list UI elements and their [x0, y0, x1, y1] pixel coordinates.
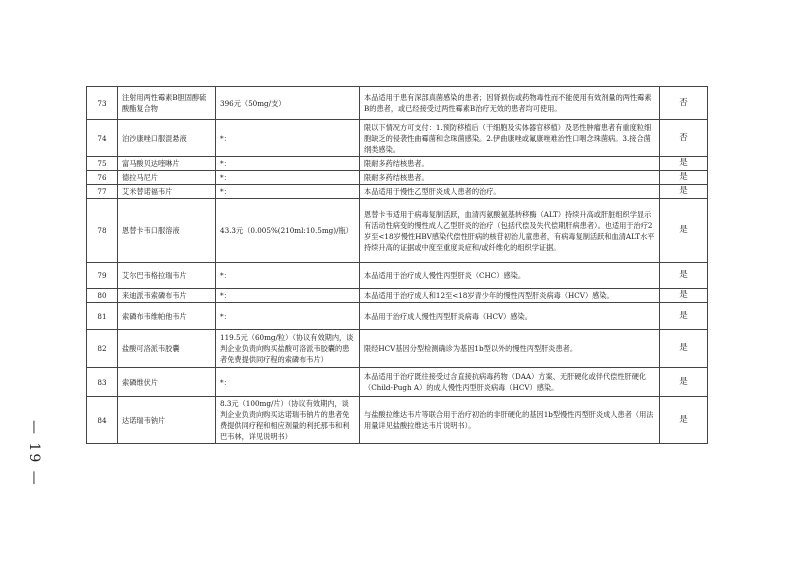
drug-indication: 本品适用于患有深部真菌感染的患者；因肾损伤或药物毒性而不能使用有效剂量的两性霉素B的患者，或已经接受过两性霉素B治疗无效的患者均可使用。 — [360, 87, 660, 120]
drug-name: 富马酸贝达喹啉片 — [118, 157, 216, 171]
drug-name: 注射用两性霉素B胆固醇硫酸酯复合物 — [118, 87, 216, 120]
drug-name: 盐酸可洛派韦胶囊 — [118, 330, 216, 368]
drug-flag: 是 — [660, 171, 708, 185]
drug-flag: 是 — [660, 397, 708, 444]
row-number: 75 — [87, 157, 118, 171]
drug-price: *： — [216, 120, 360, 157]
drug-indication: 恩替卡韦适用于病毒复制活跃，血清丙氨酸氨基转移酶（ALT）持续升高或肝脏组织学显示有活动性病变的慢性成人乙型肝炎的治疗（包括代偿及失代偿期肝病患者）。也适用于治疗2岁至<18岁慢性HBV感染代偿性肝病的核苷初治儿童患者，有病毒复制活跃和血清ALT水平持续升高的证据或中度至重度炎症和/或纤维化的组织学证据。 — [360, 199, 660, 263]
drug-flag: 是 — [660, 330, 708, 368]
drug-indication: 限耐多药结核患者。 — [360, 171, 660, 185]
drug-price: 43.3元（0.005%(210ml:10.5mg)/瓶） — [216, 199, 360, 263]
drug-name: 索磷布韦维帕他韦片 — [118, 303, 216, 330]
drug-price: *： — [216, 171, 360, 185]
drug-flag: 是 — [660, 289, 708, 303]
drug-indication: 本品适用于治疗成人慢性丙型肝炎（CHC）感染。 — [360, 263, 660, 289]
row-number: 80 — [87, 289, 118, 303]
drug-flag: 是 — [660, 368, 708, 397]
drug-flag: 是 — [660, 199, 708, 263]
drug-name: 艾尔巴韦格拉瑞韦片 — [118, 263, 216, 289]
drug-name: 恩替卡韦口服溶液 — [118, 199, 216, 263]
row-number: 74 — [87, 120, 118, 157]
drug-indication: 本品适用于治疗成人和12至<18岁青少年的慢性丙型肝炎病毒（HCV）感染。 — [360, 289, 660, 303]
drug-price: *： — [216, 185, 360, 199]
table-row — [87, 330, 708, 368]
table-row — [87, 157, 708, 171]
drug-flag: 否 — [660, 120, 708, 157]
table-row — [87, 171, 708, 185]
drug-name: 德拉马尼片 — [118, 171, 216, 185]
drug-price: 119.5元（60mg/粒）（协议有效期内，谈判企业负责向购买盐酸可洛派韦胶囊的患者免费提供同疗程的索磷布韦片） — [216, 330, 360, 368]
row-number: 82 — [87, 330, 118, 368]
drug-price: 396元（50mg/支） — [216, 87, 360, 120]
drug-indication: 本品适用于慢性乙型肝炎成人患者的治疗。 — [360, 185, 660, 199]
table-row — [87, 199, 708, 263]
table-row — [87, 120, 708, 157]
drug-indication: 限耐多药结核患者。 — [360, 157, 660, 171]
drug-price: *： — [216, 263, 360, 289]
drug-list-table — [86, 86, 708, 444]
drug-name: 泊沙康唑口服混悬液 — [118, 120, 216, 157]
drug-indication: 与盐酸拉维达韦片等联合用于治疗初治的非肝硬化的基因1b型慢性丙型肝炎成人患者（用法用量详见盐酸拉维达韦片说明书）。 — [360, 397, 660, 444]
drug-flag: 是 — [660, 157, 708, 171]
drug-flag: 是 — [660, 185, 708, 199]
row-number: 76 — [87, 171, 118, 185]
drug-indication: 限经HCV基因分型检测确诊为基因1b型以外的慢性丙型肝炎患者。 — [360, 330, 660, 368]
row-number: 73 — [87, 87, 118, 120]
table-row — [87, 87, 708, 120]
table-row — [87, 397, 708, 444]
row-number: 84 — [87, 397, 118, 444]
drug-flag: 是 — [660, 303, 708, 330]
row-number: 78 — [87, 199, 118, 263]
drug-price: *： — [216, 368, 360, 397]
row-number: 81 — [87, 303, 118, 330]
drug-name: 索磷维伏片 — [118, 368, 216, 397]
drug-name: 来迪派韦索磷布韦片 — [118, 289, 216, 303]
table-row — [87, 289, 708, 303]
drug-name: 艾米替诺福韦片 — [118, 185, 216, 199]
drug-indication: 限以下情况方可支付：1.预防移植后（干细胞及实体器官移植）及恶性肿瘤患者有重度粒细胞缺乏的侵袭性曲霉菌和念珠菌感染。2.伊曲康唑或氟康唑难治性口咽念珠菌病。3.接合菌纲类感染。 — [360, 120, 660, 157]
table-row — [87, 368, 708, 397]
row-number: 77 — [87, 185, 118, 199]
drug-indication: 本品适用于治疗既往接受过含直接抗病毒药物（DAA）方案、无肝硬化或伴代偿性肝硬化（Child-Pugh A）的成人慢性丙型肝炎病毒（HCV）感染。 — [360, 368, 660, 397]
drug-name: 达诺瑞韦钠片 — [118, 397, 216, 444]
drug-price: *： — [216, 303, 360, 330]
table-row — [87, 185, 708, 199]
page-number-text: — 19 — — [26, 420, 42, 487]
drug-flag: 否 — [660, 87, 708, 120]
drug-price: 8.3元（100mg/片）（协议有效期内，谈判企业负责向购买达诺瑞韦钠片的患者免费提供同疗程和相应剂量的利托那韦和利巴韦林，详见说明书） — [216, 397, 360, 444]
row-number: 79 — [87, 263, 118, 289]
row-number: 83 — [87, 368, 118, 397]
page-number — [18, 420, 48, 500]
drug-price: *： — [216, 289, 360, 303]
drug-price: *： — [216, 157, 360, 171]
drug-indication: 本品用于治疗成人慢性丙型肝炎病毒（HCV）感染。 — [360, 303, 660, 330]
drug-flag: 是 — [660, 263, 708, 289]
table-row — [87, 303, 708, 330]
table-row — [87, 263, 708, 289]
